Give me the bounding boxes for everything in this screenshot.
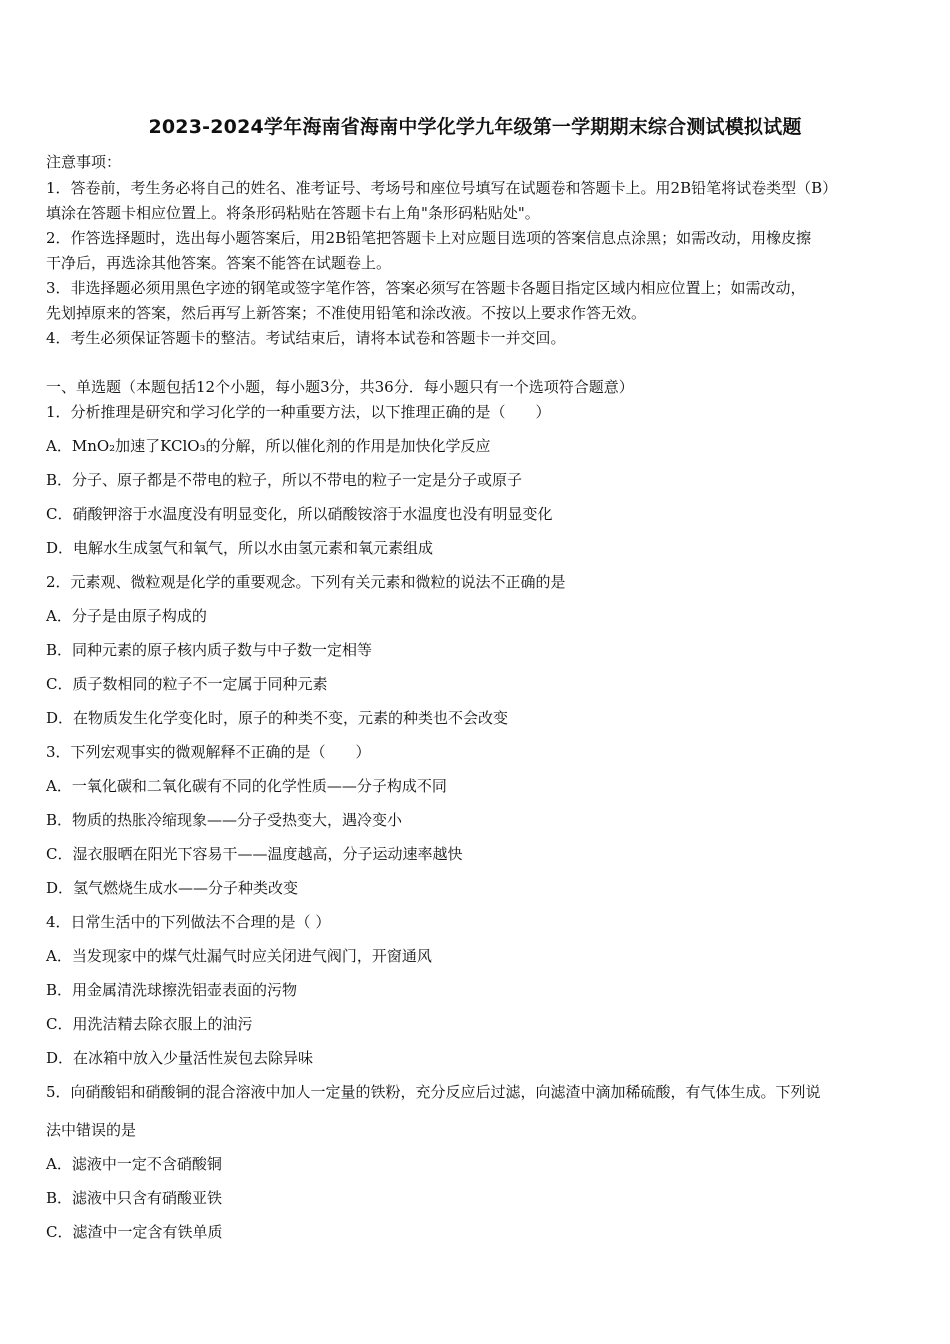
q1-stem: 1．分析推理是研究和学习化学的一种重要方法，以下推理正确的是（ ） xyxy=(46,403,551,421)
notice-line-2: 填涂在答题卡相应位置上。将条形码粘贴在答题卡右上角"条形码粘贴处"。 xyxy=(46,204,540,222)
q5-stem-line-1: 5．向硝酸铝和硝酸铜的混合溶液中加人一定量的铁粉，充分反应后过滤，向滤渣中滴加稀硫酸，有气体生成。下列说 xyxy=(46,1083,821,1101)
q2-stem: 2．元素观、微粒观是化学的重要观念。下列有关元素和微粒的说法不正确的是 xyxy=(46,573,566,591)
section-heading: 一、单选题（本题包括12个小题，每小题3分，共36分．每小题只有一个选项符合题意） xyxy=(46,378,634,396)
q4-stem: 4．日常生活中的下列做法不合理的是（ ） xyxy=(46,913,331,931)
q2-option-c: C．质子数相同的粒子不一定属于同种元素 xyxy=(46,675,328,693)
notice-line-5: 3．非选择题必须用黑色字迹的钢笔或签字笔作答，答案必须写在答题卡各题目指定区域内相应位置上；如需改动， xyxy=(46,279,806,297)
q5-option-c: C．滤渣中一定含有铁单质 xyxy=(46,1223,223,1241)
notice-line-6: 先划掉原来的答案，然后再写上新答案；不准使用铅笔和涂改液。不按以上要求作答无效。 xyxy=(46,304,647,322)
q1-option-a: A．MnO₂加速了KClO₃的分解，所以催化剂的作用是加快化学反应 xyxy=(46,437,491,455)
notice-line-4: 干净后，再选涂其他答案。答案不能答在试题卷上。 xyxy=(46,254,392,272)
q1-option-c: C．硝酸钾溶于水温度没有明显变化，所以硝酸铵溶于水温度也没有明显变化 xyxy=(46,505,553,523)
q5-stem-line-2: 法中错误的是 xyxy=(46,1121,137,1139)
q3-stem: 3．下列宏观事实的微观解释不正确的是（ ） xyxy=(46,743,371,761)
q5-option-a: A．滤液中一定不含硝酸铜 xyxy=(46,1155,222,1173)
q2-option-d: D．在物质发生化学变化时，原子的种类不变，元素的种类也不会改变 xyxy=(46,709,509,727)
notice-line-1: 1．答卷前，考生务必将自己的姓名、准考证号、考场号和座位号填写在试题卷和答题卡上。用2B铅笔将试卷类型（B） xyxy=(46,179,838,197)
q2-option-b: B．同种元素的原子核内质子数与中子数一定相等 xyxy=(46,641,373,659)
q3-option-d: D．氢气燃烧生成水——分子种类改变 xyxy=(46,879,299,897)
q1-option-b: B．分子、原子都是不带电的粒子，所以不带电的粒子一定是分子或原子 xyxy=(46,471,523,489)
q4-option-b: B．用金属清洗球擦洗铝壶表面的污物 xyxy=(46,981,298,999)
notice-line-3: 2．作答选择题时，选出每小题答案后，用2B铅笔把答题卡上对应题目选项的答案信息点涂黑；如需改动，用橡皮擦 xyxy=(46,229,812,247)
q5-option-b: B．滤液中只含有硝酸亚铁 xyxy=(46,1189,223,1207)
q4-option-c: C．用洗洁精去除衣服上的油污 xyxy=(46,1015,253,1033)
q3-option-a: A．一氧化碳和二氧化碳有不同的化学性质——分子构成不同 xyxy=(46,777,447,795)
q4-option-d: D．在冰箱中放入少量活性炭包去除异味 xyxy=(46,1049,314,1067)
notice-heading: 注意事项： xyxy=(46,153,122,171)
page-title: 2023-2024学年海南省海南中学化学九年级第一学期期末综合测试模拟试题 xyxy=(148,116,802,138)
notice-line-7: 4．考生必须保证答题卡的整洁。考试结束后，请将本试卷和答题卡一并交回。 xyxy=(46,329,566,347)
q2-option-a: A．分子是由原子构成的 xyxy=(46,607,207,625)
q3-option-b: B．物质的热胀冷缩现象——分子受热变大，遇冷变小 xyxy=(46,811,403,829)
q3-option-c: C．湿衣服晒在阳光下容易干——温度越高，分子运动速率越快 xyxy=(46,845,463,863)
q4-option-a: A．当发现家中的煤气灶漏气时应关闭进气阀门，开窗通风 xyxy=(46,947,432,965)
q1-option-d: D．电解水生成氢气和氧气，所以水由氢元素和氧元素组成 xyxy=(46,539,434,557)
